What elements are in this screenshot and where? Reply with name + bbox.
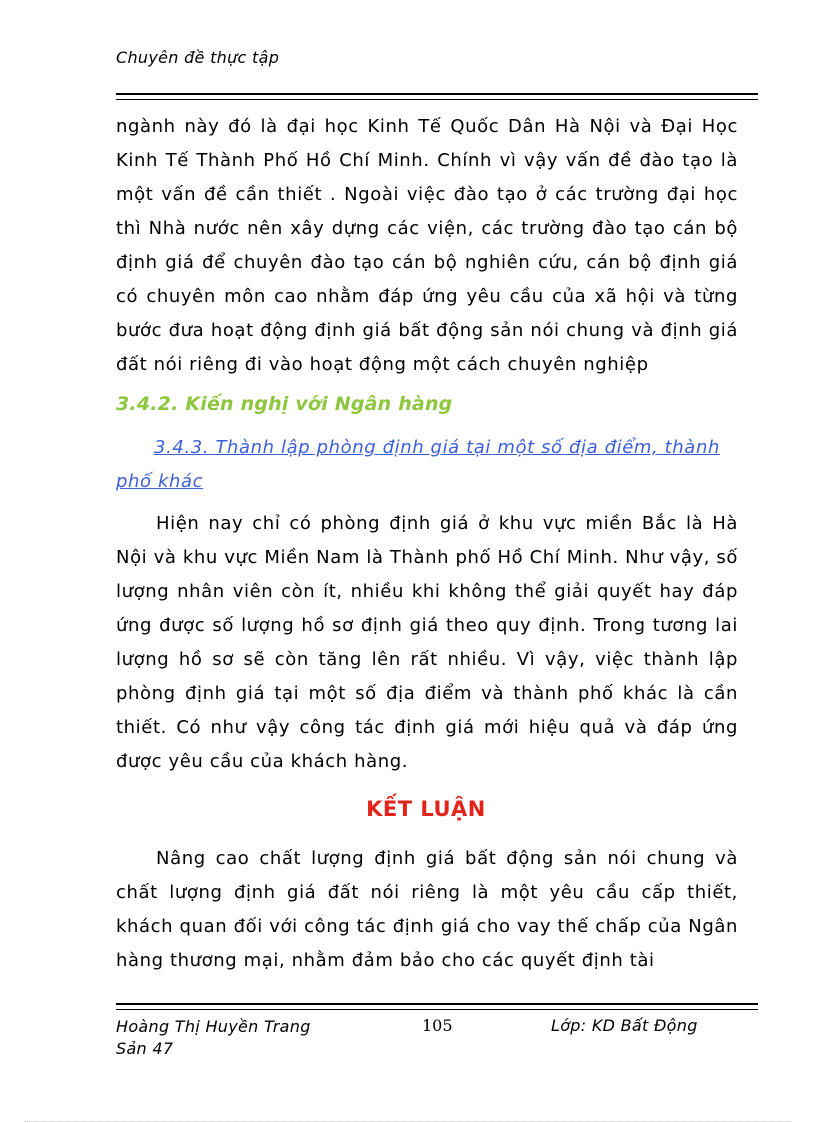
section-heading-3-4-3[interactable]: 3.4.3. Thành lập phòng định giá tại một số địa điểm, thành phố khác [116, 437, 720, 492]
body-paragraph-1: ngành này đó là đại học Kinh Tế Quốc Dân Hà Nội và Đại Học Kinh Tế Thành Phố Hồ Chí Minh. Chính vì vậy vấn đề đào tạo là một vấn đề cần thiết . Ngoài việc đào tạo ở các trường đại học thì Nhà nước nên xây dựng các viện, các trường đào tạo cán bộ định giá để chuyên đào tạo cán bộ nghiên cứu, cán bộ định giá có chuyên môn cao nhằm đáp ứng yêu cầu của xã hội và từng bước đưa hoạt động định giá bất động sản nói chung và định giá đất nói riêng đi vào hoạt động một cách chuyên nghiệp [116, 116, 738, 375]
page-bottom-dotted-border [24, 1121, 792, 1122]
section-heading-3-4-2: 3.4.2. Kiến nghị với Ngân hàng [116, 393, 453, 415]
header-divider [116, 93, 758, 100]
body-paragraph-3: Nâng cao chất lượng định giá bất động sản nói chung và chất lượng định giá đất nói riêng là một yêu cầu cấp thiết, khách quan đối với công tác định giá cho vay thế chấp của Ngân hàng thương mại, nhằm đảm bảo cho các quyết định tài [116, 848, 738, 971]
footer-author-cont: Sản 47 [116, 1039, 174, 1058]
conclusion-heading: KẾT LUẬN [366, 797, 486, 821]
body-paragraph-2: Hiện nay chỉ có phòng định giá ở khu vực miền Bắc là Hà Nội và khu vực Miền Nam là Thành phố Hồ Chí Minh. Như vậy, số lượng nhân viên còn ít, nhiều khi không thể giải quyết hay đáp ứng được số lượng hồ sơ định giá theo quy định. Trong tương lai lượng hồ sơ sẽ còn tăng lên rất nhiều. Vì vậy, việc thành lập phòng định giá tại một số địa điểm và thành phố khác là cần thiết. Có như vậy công tác định giá mới hiệu quả và đáp ứng được yêu cầu của khách hàng. [116, 513, 738, 772]
page-header-title: Chuyên đề thực tập [116, 48, 280, 67]
footer-class: Lớp: KD Bất Động [551, 1016, 698, 1035]
footer-author [116, 1016, 311, 1060]
footer-divider [116, 1003, 758, 1010]
footer-author-name: Hoàng Thị Huyền Trang [116, 1017, 311, 1036]
footer-page-number: 105 [422, 1016, 453, 1035]
